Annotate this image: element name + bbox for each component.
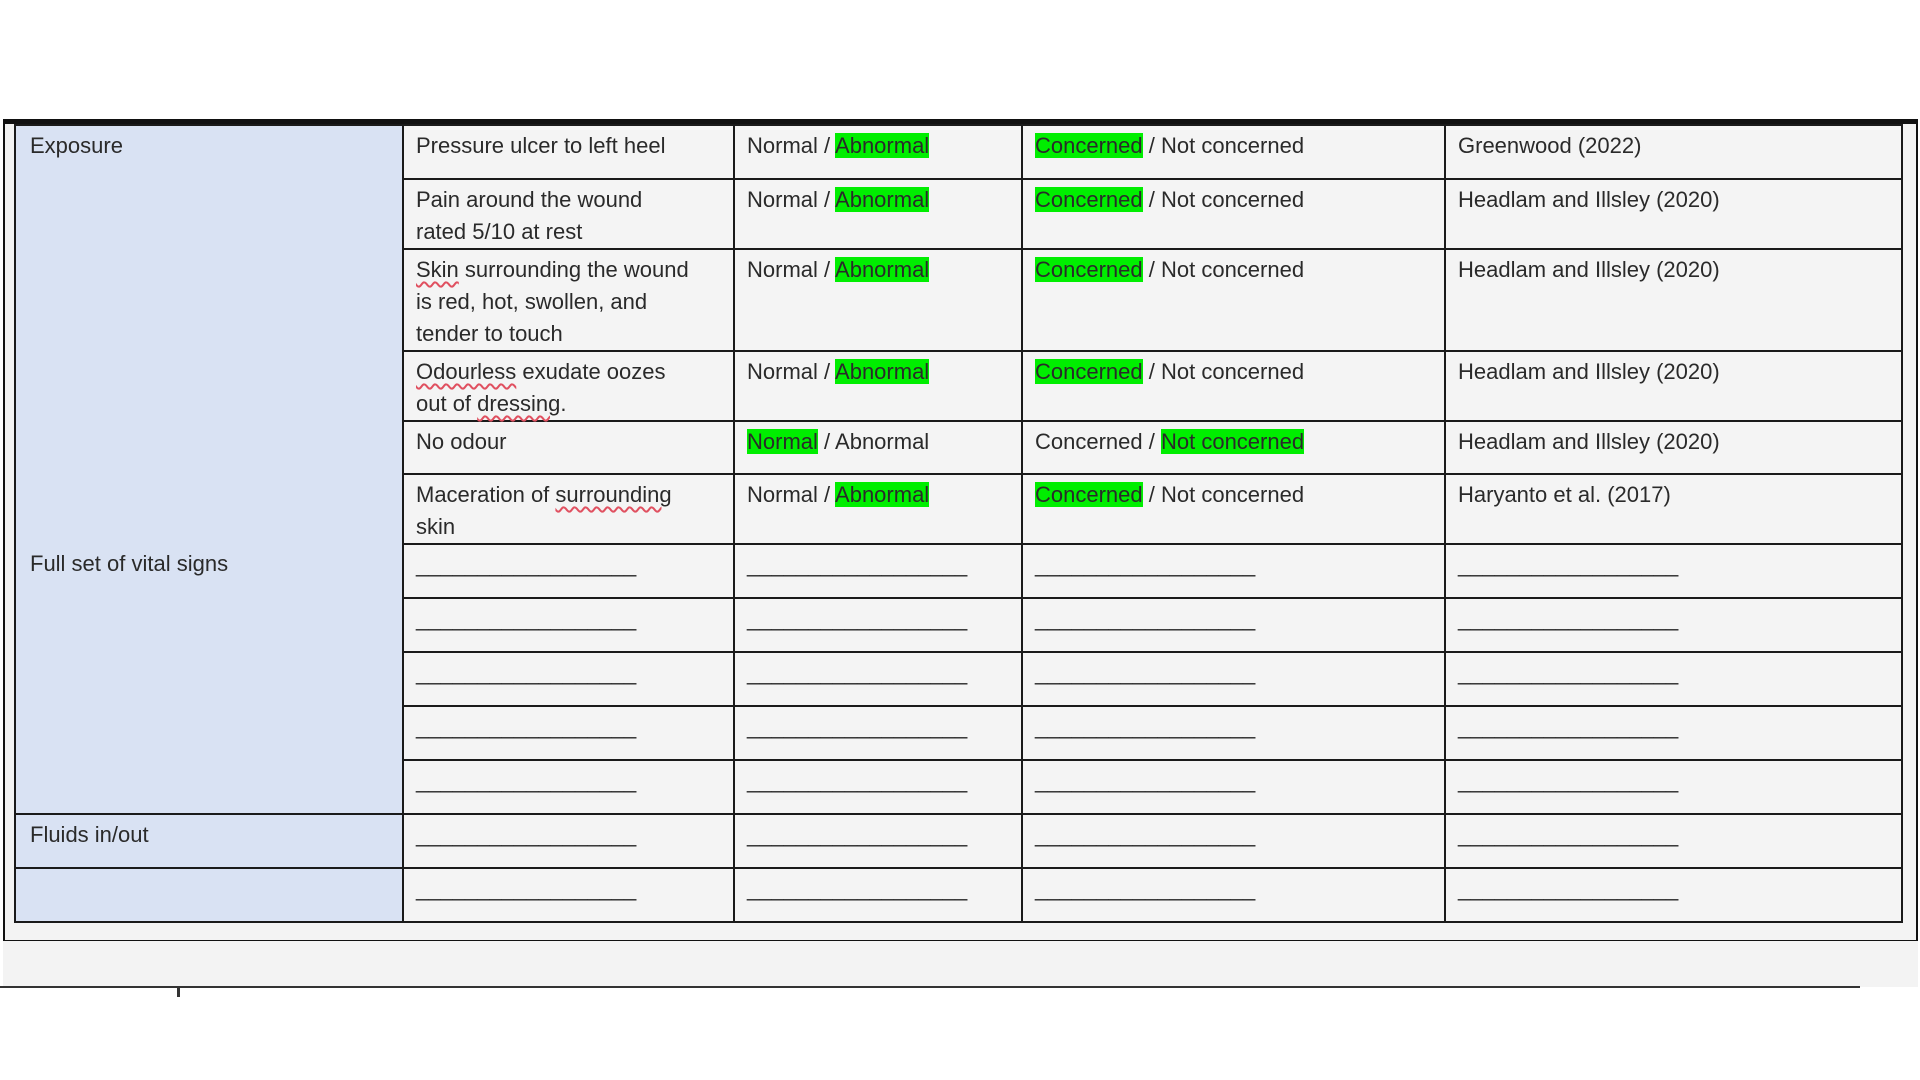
table-row [15, 474, 1902, 544]
blank-cell[interactable]: __________________ [734, 706, 1022, 760]
blank-cell[interactable]: __________________ [1022, 868, 1445, 922]
blank-cell[interactable]: __________________ [1022, 544, 1445, 598]
section-label-spacer [15, 474, 403, 544]
blank-cell[interactable]: __________________ [1022, 814, 1445, 868]
concern-cell[interactable]: Concerned / Not concerned [1022, 351, 1445, 421]
table-row [15, 868, 1902, 922]
table-row [15, 706, 1902, 760]
section-label-spacer [15, 706, 403, 760]
reference-cell[interactable]: Headlam and Illsley (2020) [1445, 249, 1902, 351]
finding-cell[interactable]: Pain around the wound rated 5/10 at rest [403, 179, 734, 249]
section-label-spacer [15, 760, 403, 814]
normal-abnormal-cell[interactable]: Normal / Abnormal [734, 351, 1022, 421]
blank-cell[interactable]: __________________ [1022, 760, 1445, 814]
blank-cell[interactable]: __________________ [1445, 868, 1902, 922]
blank-cell[interactable]: __________________ [1022, 598, 1445, 652]
page-bottom-strip [3, 941, 1918, 987]
blank-cell[interactable]: __________________ [734, 598, 1022, 652]
section-label-empty [15, 868, 403, 922]
blank-cell[interactable]: __________________ [403, 652, 734, 706]
finding-cell[interactable]: Maceration of surrounding skin [403, 474, 734, 544]
reference-cell[interactable]: Haryanto et al. (2017) [1445, 474, 1902, 544]
blank-cell[interactable]: __________________ [403, 868, 734, 922]
blank-cell[interactable]: __________________ [1445, 760, 1902, 814]
normal-abnormal-cell[interactable]: Normal / Abnormal [734, 179, 1022, 249]
finding-cell[interactable]: Skin surrounding the wound is red, hot, swollen, and tender to touch [403, 249, 734, 351]
blank-cell[interactable]: __________________ [403, 544, 734, 598]
normal-abnormal-cell[interactable]: Normal / Abnormal [734, 125, 1022, 179]
blank-cell[interactable]: __________________ [1445, 598, 1902, 652]
section-label-spacer [15, 421, 403, 474]
blank-cell[interactable]: __________________ [403, 598, 734, 652]
blank-cell[interactable]: __________________ [734, 814, 1022, 868]
reference-cell[interactable]: Headlam and Illsley (2020) [1445, 421, 1902, 474]
blank-cell[interactable]: __________________ [734, 760, 1022, 814]
concern-cell[interactable]: Concerned / Not concerned [1022, 474, 1445, 544]
concern-cell[interactable]: Concerned / Not concerned [1022, 125, 1445, 179]
table-row [15, 598, 1902, 652]
blank-cell[interactable]: __________________ [734, 652, 1022, 706]
table-row [15, 652, 1902, 706]
reference-cell[interactable]: Headlam and Illsley (2020) [1445, 351, 1902, 421]
blank-cell[interactable]: __________________ [1445, 652, 1902, 706]
finding-cell[interactable]: No odour [403, 421, 734, 474]
concern-cell[interactable]: Concerned / Not concerned [1022, 421, 1445, 474]
blank-cell[interactable]: __________________ [1445, 706, 1902, 760]
section-label-spacer [15, 598, 403, 652]
table-row [15, 760, 1902, 814]
ruler-line [0, 986, 1860, 988]
section-label-spacer [15, 652, 403, 706]
section-label-exposure: Exposure [15, 125, 403, 179]
blank-cell[interactable]: __________________ [1445, 544, 1902, 598]
blank-cell[interactable]: __________________ [1445, 814, 1902, 868]
table-row [15, 351, 1902, 421]
blank-cell[interactable]: __________________ [734, 868, 1022, 922]
table-row [15, 179, 1902, 249]
blank-cell[interactable]: __________________ [734, 544, 1022, 598]
blank-cell[interactable]: __________________ [403, 760, 734, 814]
reference-cell[interactable]: Greenwood (2022) [1445, 125, 1902, 179]
section-label-spacer [15, 351, 403, 421]
normal-abnormal-cell[interactable]: Normal / Abnormal [734, 474, 1022, 544]
table-row [15, 544, 1902, 598]
reference-cell[interactable]: Headlam and Illsley (2020) [1445, 179, 1902, 249]
concern-cell[interactable]: Concerned / Not concerned [1022, 179, 1445, 249]
finding-cell[interactable]: Odourless exudate oozes out of dressing. [403, 351, 734, 421]
blank-cell[interactable]: __________________ [1022, 706, 1445, 760]
assessment-table [14, 124, 1903, 923]
blank-cell[interactable]: __________________ [403, 706, 734, 760]
table-row [15, 249, 1902, 351]
section-label-fluids: Fluids in/out [15, 814, 403, 868]
normal-abnormal-cell[interactable]: Normal / Abnormal [734, 249, 1022, 351]
blank-cell[interactable]: __________________ [1022, 652, 1445, 706]
ruler-tick [177, 988, 180, 997]
normal-abnormal-cell[interactable]: Normal / Abnormal [734, 421, 1022, 474]
table-row [15, 421, 1902, 474]
table-row [15, 125, 1902, 179]
table-row [15, 814, 1902, 868]
finding-cell[interactable]: Pressure ulcer to left heel [403, 125, 734, 179]
blank-cell[interactable]: __________________ [403, 814, 734, 868]
section-label-spacer [15, 179, 403, 249]
section-label-vitals: Full set of vital signs [15, 544, 403, 598]
section-label-spacer [15, 249, 403, 351]
concern-cell[interactable]: Concerned / Not concerned [1022, 249, 1445, 351]
